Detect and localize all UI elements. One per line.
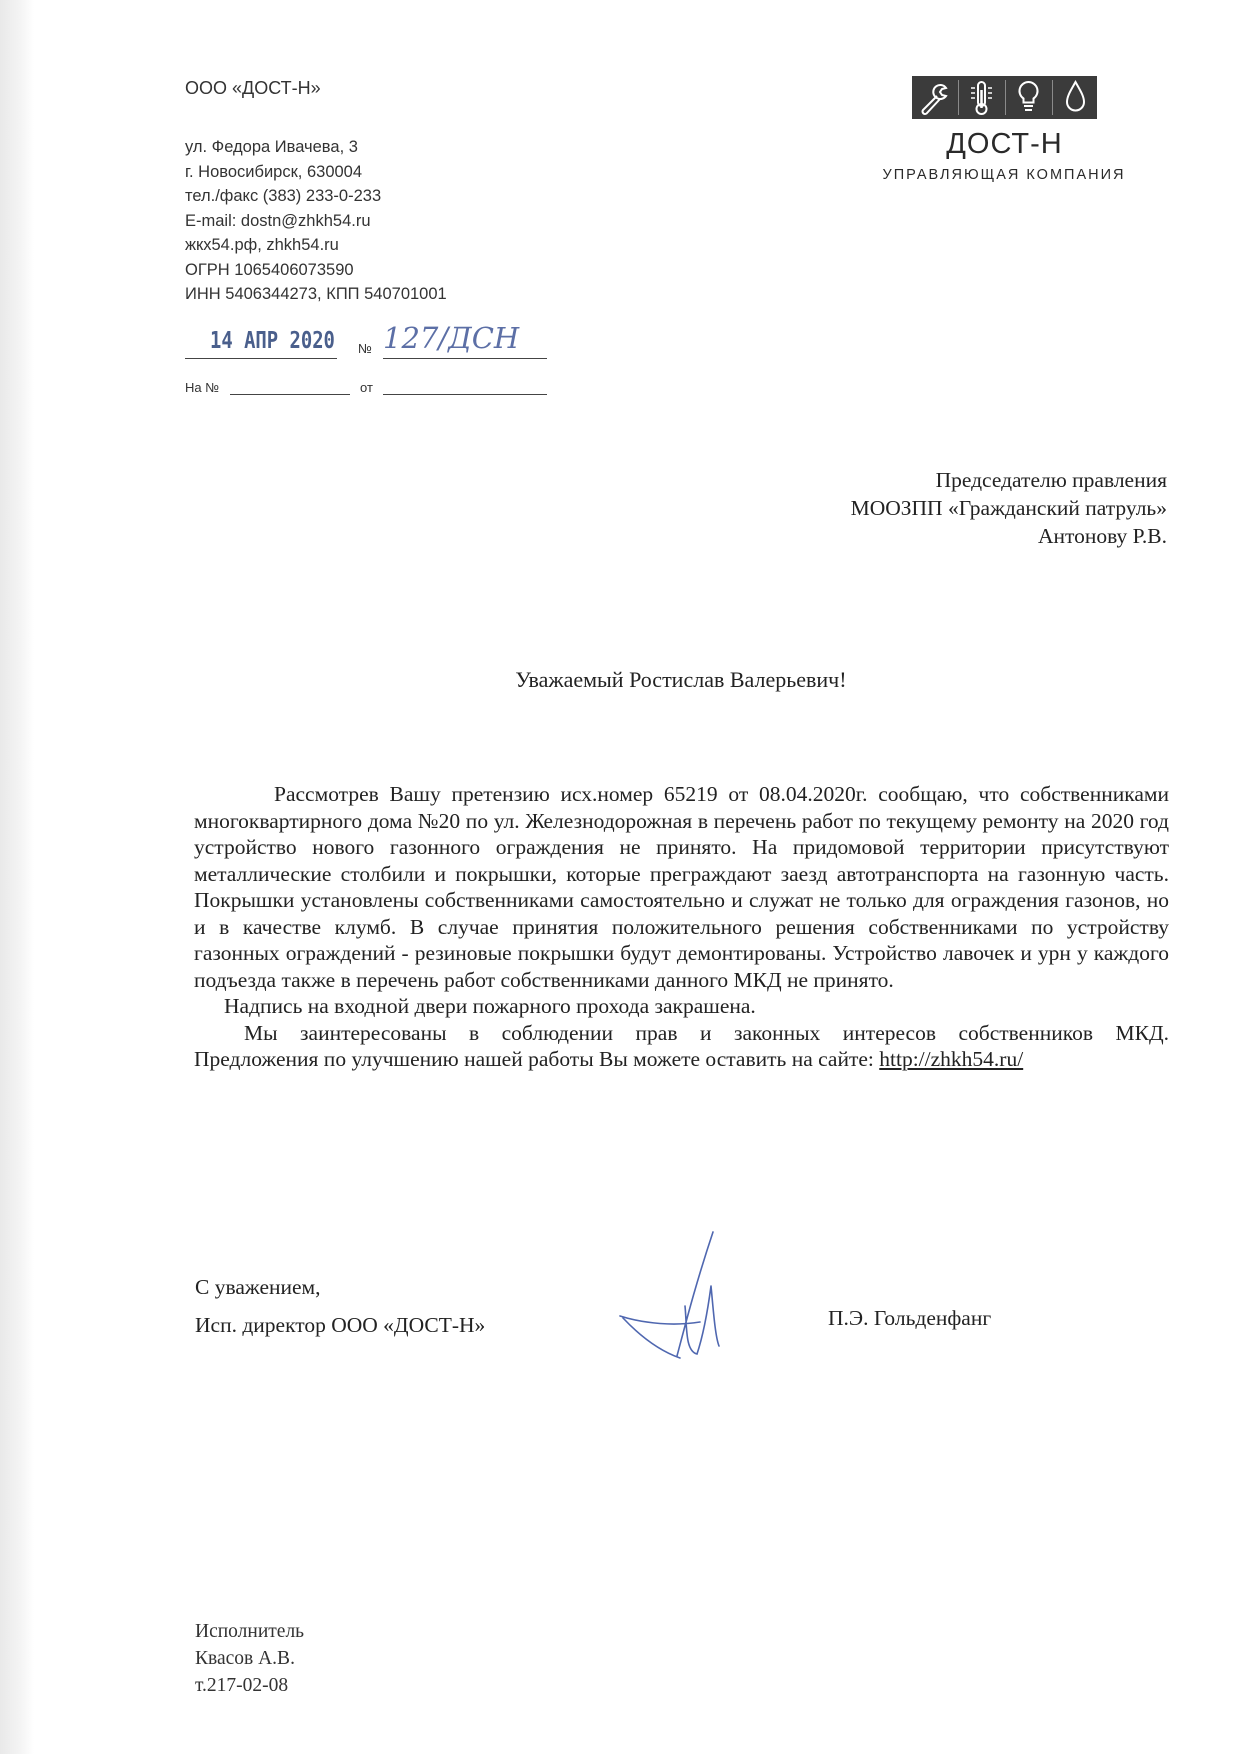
executor-label: Исполнитель <box>195 1621 305 1642</box>
signer-name: П.Э. Гольденфанг <box>828 1306 992 1330</box>
reply-from-label: от <box>360 380 373 395</box>
handwritten-signature <box>615 1226 775 1376</box>
recipient-line: Антонову Р.В. <box>1037 524 1167 548</box>
reply-reference-line <box>185 380 547 400</box>
signer-position: Исп. директор ООО «ДОСТ-Н» <box>195 1313 486 1337</box>
executor-block <box>195 1618 304 1699</box>
letter-body <box>194 781 1169 1073</box>
executor-phone: т.217-02-08 <box>195 1675 289 1696</box>
handwritten-number: 127/ДСН <box>383 321 520 355</box>
date-underline <box>185 358 337 359</box>
recipient-line: МООЗПП «Гражданский патруль» <box>850 496 1167 520</box>
logo-title: ДОСТ-Н <box>946 128 1063 160</box>
sender-company-name: ООО «ДОСТ-Н» <box>185 78 321 98</box>
greeting: Уважаемый Ростислав Валерьевич! <box>515 667 847 692</box>
date-stamp: 14 АПР 2020 <box>210 328 335 354</box>
website-link[interactable]: http://zhkh54.ru/ <box>879 1047 1024 1071</box>
address-line: E-mail: dostn@zhkh54.ru <box>185 211 371 230</box>
body-paragraph: Мы заинтересованы в соблюдении прав и законных интересов собственников МКД. <box>244 1020 1169 1045</box>
number-underline <box>383 358 547 359</box>
wrench-icon <box>912 76 957 119</box>
website-text: Предложения по улучшению нашей работы Вы можете оставить на сайте: <box>194 1047 880 1071</box>
registration-line <box>185 321 547 359</box>
body-paragraph: Надпись на входной двери пожарного прохода закрашена. <box>224 994 756 1018</box>
water-drop-icon <box>1053 76 1098 119</box>
address-line: ИНН 5406344273, КПП 540701001 <box>185 285 447 303</box>
reply-number-underline <box>230 394 350 395</box>
executor-name: Квасов А.В. <box>195 1648 295 1669</box>
body-paragraph: Рассмотрев Вашу претензию исх.номер 65219 от 08.04.2020г. сообщаю, что собственниками многоквартирного дома №20 по ул. Железнодорожная в перечень работ по текущему ремонту на 2020 год устройство нового газонного ограждения не принято. На придомовой территории присутствуют металлические столбили и покрышки, которые преграждают заезд автотранспорта на газонную часть. Покрышки установлены собственниками самостоятельно и служат не только для ограждения газонов, но и в качестве клумб. В случае принятия положительного решения собственниками по устройству газонных ограждений - резиновые покрышки будут демонтированы. Устройство лавочек и урн у каждого подъезда также в перечень работ собственниками данного МКД не принято. <box>194 782 1169 992</box>
address-line: ул. Федора Ивачева, 3 <box>185 138 358 156</box>
number-label: № <box>358 341 372 356</box>
regards-text: С уважением, <box>195 1275 321 1299</box>
recipient-block <box>851 466 1167 550</box>
scan-shadow <box>0 0 34 1754</box>
lightbulb-icon <box>1006 76 1051 119</box>
reply-date-underline <box>383 394 547 395</box>
recipient-line: Председателю правления <box>935 468 1167 492</box>
address-line: жкх54.рф, zhkh54.ru <box>185 236 339 254</box>
reply-number-label: На № <box>185 380 220 395</box>
logo-subtitle: УПРАВЛЯЮЩАЯ КОМПАНИЯ <box>882 167 1126 183</box>
body-paragraph <box>194 1046 1169 1073</box>
company-logo <box>912 76 1097 119</box>
address-line: ОГРН 1065406073590 <box>185 260 354 279</box>
sender-address <box>185 135 447 307</box>
address-line: г. Новосибирск, 630004 <box>185 162 363 181</box>
address-line: тел./факс (383) 233-0-233 <box>185 187 382 205</box>
closing-block <box>195 1268 485 1344</box>
thermometer-icon <box>959 76 1004 119</box>
